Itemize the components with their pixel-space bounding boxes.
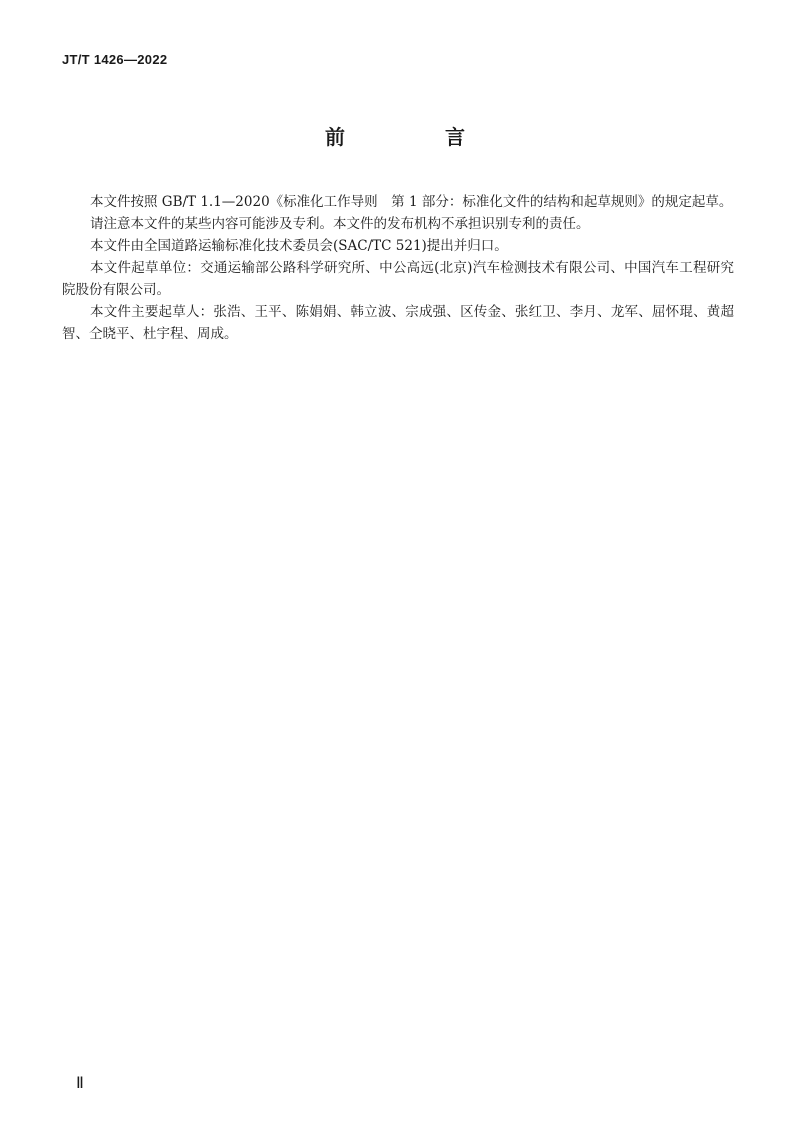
paragraph-drafting-rules: 本文件按照 GB/T 1.1—2020《标准化工作导则 第 1 部分：标准化文件的结构和起草规则》的规定起草。 <box>90 194 733 210</box>
foreword-body <box>62 191 734 345</box>
paragraph-drafters: 本文件主要起草人：张浩、王平、陈娟娟、韩立波、宗成强、区传金、张红卫、李月、龙军、屈怀琨、黄超智、仝晓平、杜宇程、周成。 <box>62 304 734 342</box>
page-title: 前 言 <box>325 125 505 149</box>
paragraph-patent-notice: 请注意本文件的某些内容可能涉及专利。本文件的发布机构不承担识别专利的责任。 <box>90 216 590 232</box>
paragraph-drafting-units: 本文件起草单位：交通运输部公路科学研究所、中公高远(北京)汽车检测技术有限公司、中国汽车工程研究院股份有限公司。 <box>62 260 734 298</box>
standard-number: JT/T 1426—2022 <box>62 52 168 67</box>
paragraph-proposer: 本文件由全国道路运输标准化技术委员会(SAC/TC 521)提出并归口。 <box>90 238 508 254</box>
page-number: Ⅱ <box>76 1075 84 1092</box>
